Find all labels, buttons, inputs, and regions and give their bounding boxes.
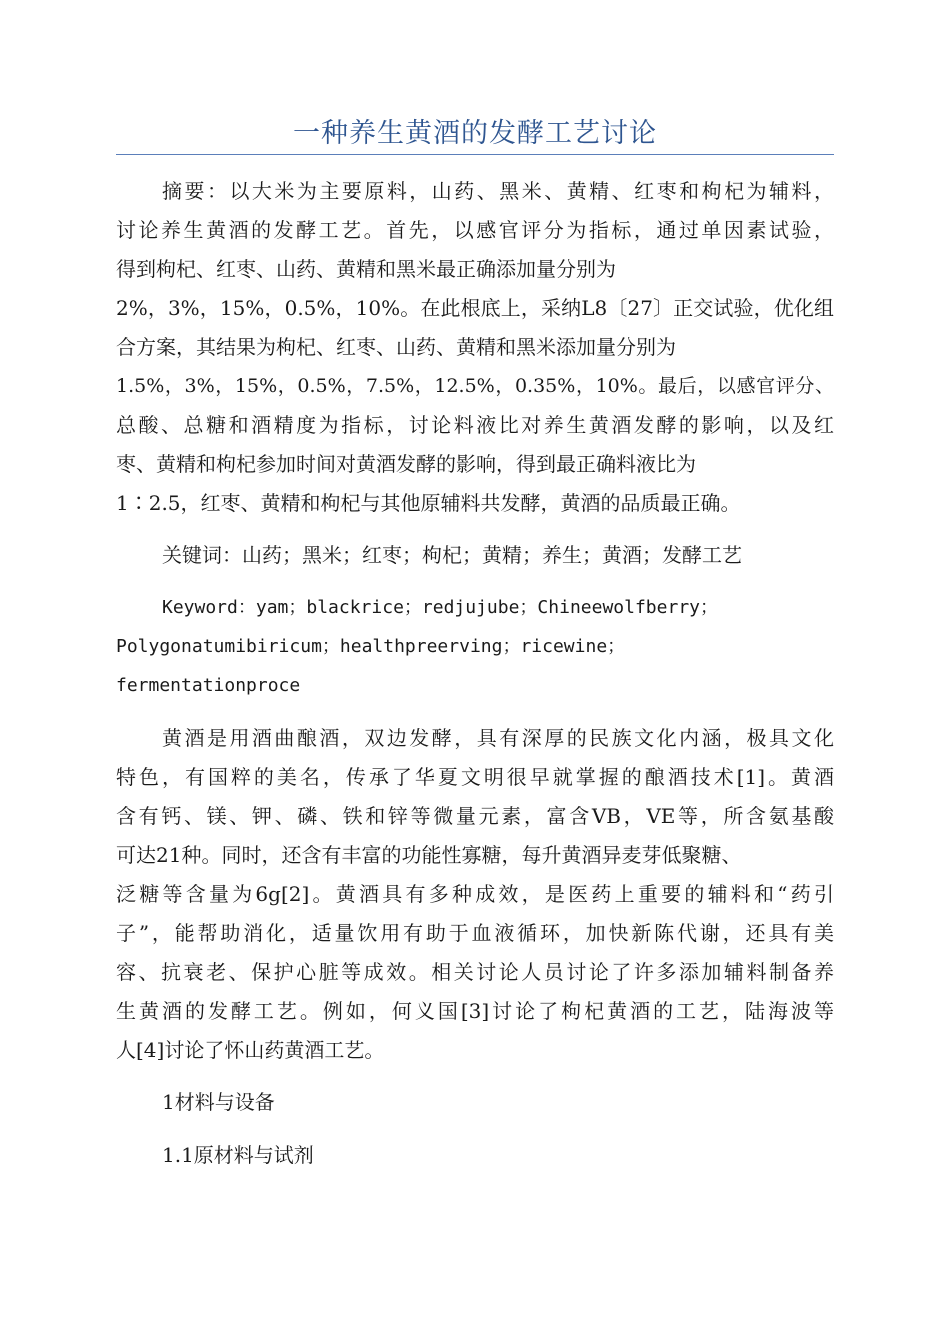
intro-line: 黄酒是用酒曲酿酒，双边发酵，具有深厚的民族文化内涵，极具文化: [162, 726, 834, 750]
keywords-en-line: Keyword：yam；blackrice；redjujube；Chineewolfberry；: [162, 597, 718, 618]
abstract-line: 1∶2.5，红枣、黄精和枸杞与其他原辅料共发酵，黄酒的品质最正确。: [116, 491, 741, 515]
intro-line: 特色，有国粹的美名，传承了华夏文明很早就掌握的酿酒技术[1]。黄酒: [116, 765, 834, 789]
intro-line: 生黄酒的发酵工艺。例如，何义国[3]讨论了枸杞黄酒的工艺，陆海波等: [116, 999, 834, 1023]
abstract-line: 总酸、总糖和酒精度为指标，讨论料液比对养生黄酒发酵的影响，以及红: [116, 413, 834, 437]
keywords-en-line: fermentationproce: [116, 675, 301, 696]
intro-line: 容、抗衰老、保护心脏等成效。相关讨论人员讨论了许多添加辅料制备养: [116, 960, 834, 984]
intro-line: 泛糖等含量为6g[2]。黄酒具有多种成效，是医药上重要的辅料和“药引: [116, 882, 834, 906]
abstract-line: 得到枸杞、红枣、山药、黄精和黑米最正确添加量分别为: [116, 257, 616, 281]
abstract-line: 讨论养生黄酒的发酵工艺。首先，以感官评分为指标，通过单因素试验，: [116, 218, 834, 242]
document-title: 一种养生黄酒的发酵工艺讨论: [293, 118, 657, 149]
abstract-line: 摘要：以大米为主要原料，山药、黑米、黄精、红枣和枸杞为辅料，: [162, 179, 834, 203]
abstract-line: 1.5%，3%，15%，0.5%，7.5%，12.5%，0.35%，10%。最后，以感官评分、: [116, 375, 834, 397]
intro-line: 可达21种。同时，还含有丰富的功能性寡糖，每升黄酒异麦芽低聚糖、: [116, 843, 742, 867]
intro-line: 子”，能帮助消化，适量饮用有助于血液循环，加快新陈代谢，还具有美: [116, 921, 834, 945]
keywords-en-line: Polygonatumibiricum；healthpreerving；ricewine；: [116, 636, 626, 657]
abstract-line: 合方案，其结果为枸杞、红枣、山药、黄精和黑米添加量分别为: [116, 335, 676, 359]
intro-line: 含有钙、镁、钾、磷、铁和锌等微量元素，富含VB，VE等，所含氨基酸: [116, 804, 834, 828]
abstract-line: 2%，3%，15%，0.5%，10%。在此根底上，采纳L8〔27〕正交试验，优化组: [116, 296, 834, 320]
abstract-line: 枣、黄精和枸杞参加时间对黄酒发酵的影响，得到最正确料液比为: [116, 452, 696, 476]
intro-line: 人[4]讨论了怀山药黄酒工艺。: [116, 1038, 385, 1062]
section-heading: 1材料与设备: [162, 1090, 275, 1114]
title-underline: [116, 154, 834, 155]
subsection-heading: 1.1原材料与试剂: [162, 1143, 314, 1167]
keywords-cn: 关键词：山药；黑米；红枣；枸杞；黄精；养生；黄酒；发酵工艺: [162, 543, 742, 567]
